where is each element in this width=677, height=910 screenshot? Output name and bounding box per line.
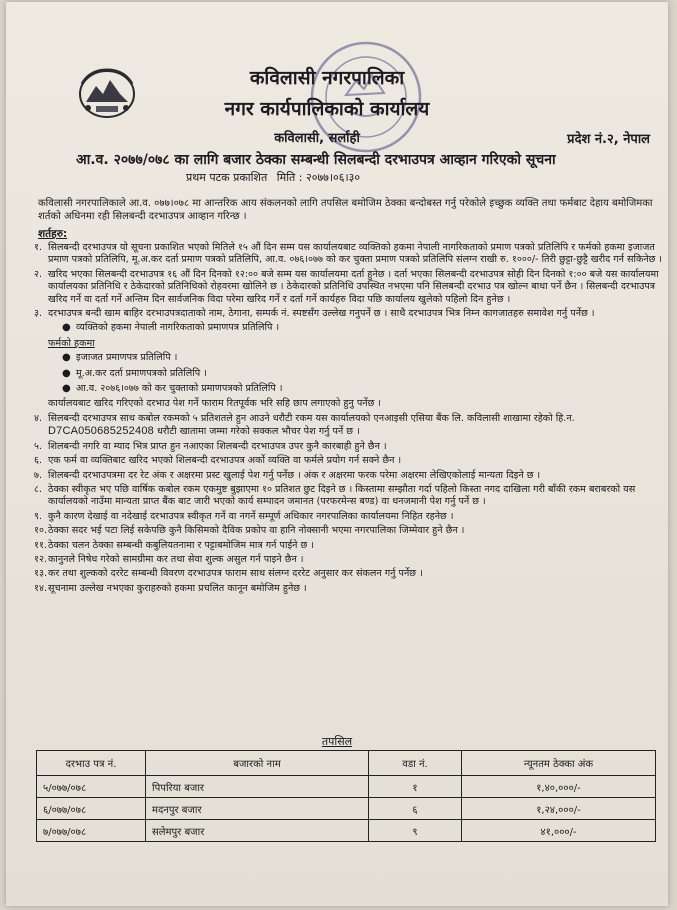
bullet-icon: ● [62,383,71,395]
publication-date: मिति : २०७७।०६।३० [276,171,361,184]
doc-list-item: ● इजाजत प्रमाणपत्र प्रतिलिपि । [62,352,178,364]
bank-account-number: D7CA050685252408 [48,425,154,438]
minimum-amount: ४१,०००/- [462,820,656,842]
market-name: सलेमपुर बजार [146,820,369,842]
minimum-amount: १,२४,०००/- [462,798,656,820]
office-location: कविलासी, सर्लाही [274,131,360,146]
tender-number: ५/०७७/०७८ [37,776,146,798]
schedule-heading: तपसिल [321,735,353,748]
conditions-list [34,242,664,597]
notice-title: आ.व. २०७७/०७८ का लागि बजार ठेक्का सम्बन्धी सिलबन्दी दरभाउपत्र आव्हान गरिएको सूचना [76,152,556,168]
conditions-heading: शर्तहरु: [38,228,68,240]
ward-number: १ [369,776,462,798]
column-header: दरभाउ पत्र नं. [37,751,146,776]
bullet-icon: ● [62,367,71,379]
condition-item: ११. ठेक्का चलन ठेक्का सम्बन्धी कबुलियतनामा र पट्टाबमोजिम मात्र गर्न पाईने छ । [34,539,314,551]
condition-item: ४. सिलबन्दी दरभाउपत्र साथ कबोल रकमको ५ प्रतिशतले हुन आउने धरौटी रकम यस कार्यालयको एनआइसी एसिया बैंक लि. कविलासी शाखामा रहेको हि.न. D7CA050685252408 धरौटी खातामा जम्मा गरेको सक्कल भौचर पेश गर्नु पर्ने छ । [34,412,575,438]
municipality-name: कविलासी नगरपालिका [249,67,405,89]
tender-number: ६/०७७/०७८ [37,798,146,820]
condition-item: १३. कर तथा शुल्कको दररेट सम्बन्धी विवरण दरभाउपत्र फाराम साथ संलग्न दररेट अनुसार कर संकलन गर्नु पर्नेछ । [34,568,423,580]
publication-label: प्रथम पटक प्रकाशित [186,171,268,184]
table-header-row [37,751,656,776]
market-name: मदनपुर बजार [146,798,369,820]
condition-item: १४. सूचनामा उल्लेख नभएका कुराहरुको हकमा प्रचलित कानून बमोजिम हुनेछ । [34,582,307,594]
ward-number: ९ [369,820,462,842]
condition-item: १०. ठेक्का सदर भई पटा लिई सकेपछि कुनै किसिमको दैविक प्रकोप वा हानि नोक्सानी भएमा नगरपालिका जिम्मेवार हुने छैन । [34,525,465,537]
column-header: वडा नं. [369,751,462,776]
tender-number: ७/०७७/०७८ [37,820,146,842]
condition-item: १. सिलबन्दी दरभाउपत्र यो सूचना प्रकाशित भएको मितिले १५ औं दिन सम्म यस कार्यालयबाट व्यक्तिको हकमा नेपाली नागरिकताको प्रमाण पत्रको प्रतिलिपि र फर्मको हकमा इजाजत प्रमाण पत्रको प्रतिलिपि, मू.अ.कर दर्ता प्रमाण पत्रको प्रतिलिपि, आ.व. ०७६।०७७ को कर चुक्ता प्रमाण पत्रको प्रतिलिपि संलग्न राखी रु. १०००/- तिरी छुट्टा-छुट्टै खरीद गर्न सकिनेछ । [34,242,663,266]
condition-item: १२. कानुनले निषेध गरेको सामग्रीमा कर तथा सेवा शुल्क असुल गर्न पाइने छैन । [34,553,304,565]
column-header: न्यूनतम ठेक्का अंक [462,751,656,776]
notice-paper [6,2,668,906]
doc-list-item: ● मू.अ.कर दर्ता प्रमाणपत्रको प्रतिलिपि । [62,367,207,379]
table-row [37,798,656,820]
table-row [37,820,656,842]
publication-line [186,170,366,185]
ward-number: ६ [369,798,462,820]
condition-item: ५. शिलबन्दी नगरि वा म्याद भित्र प्राप्त हुन नआएका शिलबन्दी दरभाउपत्र उपर कुनै कारबाही हुने छैन । [34,440,387,452]
intro-paragraph: कविलासी नगरपालिकाले आ.व. ०७७।०७८ मा आन्तरिक आय संकलनको लागि तपसिल बमोजिम ठेक्का बन्दोबस्त गर्नु परेकोले इच्छुक व्यक्ति तथा फर्मबाट देहाय बमोजिमका शर्तको अधिनमा रही सिलबन्दी दरभाउपत्र आव्हान गरिन्छ । [38,198,653,222]
condition-item: ८. ठेक्का स्वीकृत भए पछि वार्षिक कबोल रकम एकमुष्ट बुझाएमा १० प्रतिशत छुट दिइने छ । किस्तामा सम्झौता गर्दा पहिलो किस्ता नगद दाखिला गरी बाँकी रकम बराबरको यस कार्यालयको नाउँमा मान्यता प्राप्त बैंक बाट जारी भएको कार्य सम्पादन जमानत (परफरमेन्स बण्ड) वा धनजमानी पेश गर्नु पर्ने छ । [34,483,636,508]
province-label: प्रदेश नं.२, नेपाल [567,132,650,147]
column-header: बजारको नाम [146,751,369,776]
docs-note: कार्यालयबाट खरिद गरिएको दरभाउ पेश गर्ने फाराम रितपूर्वक भरि सहि छाप लगाएको हुनु पर्नेछ । [48,398,382,410]
table-row [37,776,656,798]
office-name: नगर कार्यपालिकाको कार्यालय [224,98,430,120]
doc-list-item: ● व्यक्तिको हकमा नेपाली नागरिकताको प्रमाणपत्र प्रतिलिपि । [62,322,280,334]
condition-item: २. खरिद भएका सिलबन्दी दरभाउपत्र १६ औं दिन दिनको १२:०० बजे सम्म यस कार्यालयमा दर्ता हुनेछ । दर्ता भएका सिलबन्दी दरभाउपत्र सोही दिन दिनको १:०० बजे यस कार्यालयमा कार्यालयका प्रतिनिधि र ठेकेदारको प्रतिनिधिको रोहवरमा खोलिने छ । ठेकेदारको प्रतिनिधि उपस्थित नभएमा पनि सिलबन्दी दरभाउ पत्र खोल्न बाधा पर्ने छैन । सिलबन्दी दरभाउपत्र खरिद गर्ने वा दर्ता गर्ने अन्तिम दिन सार्वजनिक विदा परेमा खरिद गर्ने र दर्ता गर्ने कार्यहरु विदा पछि कार्यालय खुलेको पहिलो दिन हुनेछ । [34,268,659,305]
bullet-icon: ● [62,352,71,364]
firm-heading: फर्मको हकमा [48,337,95,349]
minimum-amount: १,४०,०००/- [462,776,656,798]
condition-item: ९. कुनै कारण देखाई वा नदेखाई दरभाउपत्र स्वीकृत गर्ने वा नगर्ने सम्पूर्ण अधिकार नगरपालिका कार्यालयमा निहित रहनेछ । [34,510,454,522]
market-name: पिपरिया बजार [146,776,369,798]
bullet-icon: ● [62,322,71,334]
condition-item: ३. दरभाउपत्र बन्दी खाम बाहिर दरभाउपत्रदाताको नाम, ठेगाना, सम्पर्क नं. स्पष्टसँग उल्लेख गनुपर्ने छ । साथै दरभाउपत्र भित्र निम्न कागजातहरु समावेश गर्नु पर्नेछ । [34,308,595,320]
condition-item: ६. एक फर्म वा व्यक्तिबाट खरिद भएको शिलबन्दी दरभाउपत्र अर्को व्यक्ति वा फर्मले प्रयोग गर्न सक्ने छैन । [34,455,402,467]
condition-item: ७. शिलबन्दी दरभाउपत्रमा दर रेट अंक र अक्षरमा प्रस्ट खुलाई पेश गर्नु पर्नेछ । अंक र अक्षरमा फरक परेमा अक्षरमा लेखिएकोलाई मान्यता दिइने छ । [34,469,541,481]
doc-list-item: ● आ.व. २०७६।०७७ को कर चुक्ताको प्रमाणपत्रको प्रतिलिपि । [62,383,283,395]
schedule-table [36,750,656,842]
